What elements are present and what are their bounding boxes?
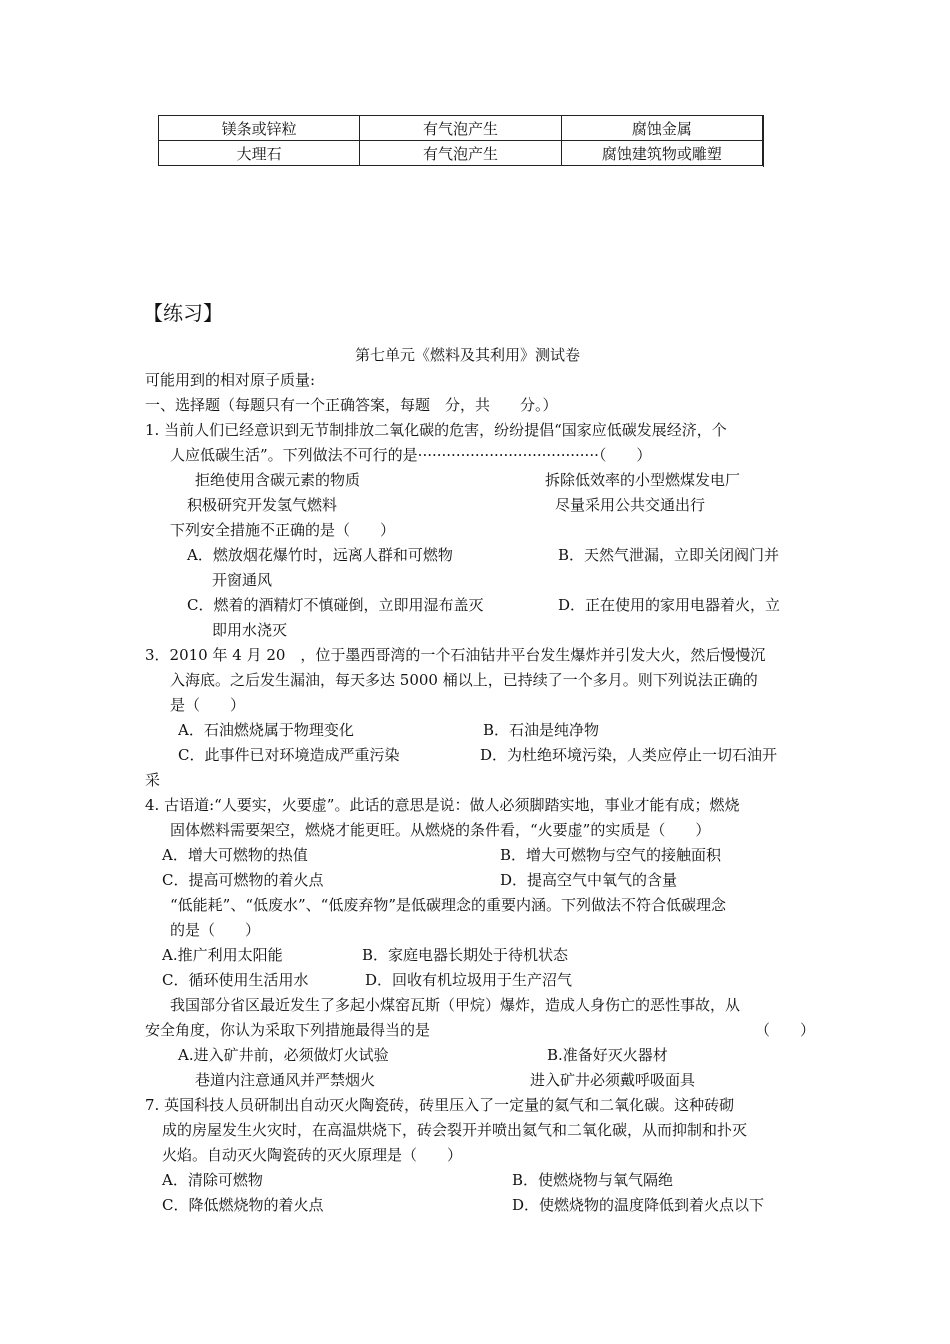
q5-stem-line1: “低能耗”、“低废水”、“低废弃物”是低碳理念的重要内涵。下列做法不符合低碳理念 [170, 896, 727, 914]
q3-option-a: A．石油燃烧属于物理变化 [178, 721, 354, 739]
q3-option-d-cont: 采 [145, 771, 161, 789]
q2-option-b-cont: 开窗通风 [212, 571, 273, 589]
q6-option-b: B.准备好灭火器材 [547, 1046, 668, 1064]
q6-answer-paren: （ ） [755, 1021, 816, 1039]
q1-option-d: 尽量采用公共交通出行 [555, 496, 706, 514]
q7-option-d: D．使燃烧物的温度降低到着火点以下 [512, 1196, 765, 1214]
q1-option-c: 积极研究开发氢气燃料 [187, 496, 338, 514]
table-double-border [763, 115, 766, 167]
q2-option-b: B．天然气泄漏，立即关闭阀门并 [558, 546, 780, 564]
table-cell: 有气泡产生 [360, 116, 561, 141]
q7-stem-line2: 成的房屋发生火灾时，在高温烘烧下，砖会裂开并喷出氦气和二氧化碳，从而抑制和扑灭 [162, 1121, 748, 1139]
q1-option-a: 拒绝使用含碳元素的物质 [195, 471, 361, 489]
part-one-heading: 一、选择题（每题只有一个正确答案，每题 分，共 分。） [145, 396, 558, 414]
q1-stem-line1: 1. 当前人们已经意识到无节制排放二氧化碳的危害，纷纷提倡“国家应低碳发展经济，个 [145, 421, 727, 439]
q3-option-c: C．此事件已对环境造成严重污染 [178, 746, 400, 764]
q5-option-a: A.推广利用太阳能 [162, 946, 283, 964]
q7-stem-line3: 火焰。自动灭火陶瓷砖的灭火原理是（ ） [162, 1146, 463, 1164]
q4-option-d: D．提高空气中氧气的含量 [500, 871, 678, 889]
table-cell: 腐蚀金属 [561, 116, 762, 141]
q5-stem-line2: 的是（ ） [170, 921, 261, 939]
table-cell: 大理石 [159, 141, 360, 166]
q5-option-d: D．回收有机垃圾用于生产沼气 [365, 971, 573, 989]
q2-option-a: A．燃放烟花爆竹时，远离人群和可燃物 [187, 546, 453, 564]
section-heading: 【练习】 [143, 301, 223, 325]
result-table [158, 115, 763, 166]
q3-stem-line3: 是（ ） [170, 696, 246, 714]
q6-stem-line2: 安全角度，你认为采取下列措施最得当的是 [145, 1021, 431, 1039]
table-cell: 腐蚀建筑物或雕塑 [561, 141, 762, 166]
q4-option-c: C．提高可燃物的着火点 [162, 871, 324, 889]
q1-option-b: 拆除低效率的小型燃煤发电厂 [545, 471, 741, 489]
q3-option-b: B．石油是纯净物 [483, 721, 600, 739]
q2-option-c: C．燃着的酒精灯不慎碰倒，立即用湿布盖灭 [187, 596, 484, 614]
q1-stem-line2: 人应低碳生活”。下列做法不可行的是······································（ ） [170, 446, 652, 464]
q3-stem-line1: 3．2010 年 4 月 20 ，位于墨西哥湾的一个石油钻井平台发生爆炸并引发大火，然后慢慢沉 [145, 646, 766, 664]
q4-option-a: A．增大可燃物的热值 [162, 846, 308, 864]
q5-option-b: B．家庭电器长期处于待机状态 [362, 946, 569, 964]
exam-title: 第七单元《燃料及其利用》测试卷 [355, 346, 581, 364]
q6-option-c: 巷道内注意通风并严禁烟火 [195, 1071, 376, 1089]
q6-option-a: A.进入矿井前，必须做灯火试验 [178, 1046, 389, 1064]
q4-stem-line2: 固体燃料需要架空，燃烧才能更旺。从燃烧的条件看，“火要虚”的实质是（ ） [170, 821, 711, 839]
table-row [159, 141, 763, 166]
q4-option-b: B．增大可燃物与空气的接触面积 [500, 846, 722, 864]
q4-stem-line1: 4. 古语道:“人要实，火要虚”。此话的意思是说：做人必须脚踏实地，事业才能有成；燃烧 [145, 796, 740, 814]
table-cell: 有气泡产生 [360, 141, 561, 166]
q7-stem-line1: 7. 英国科技人员研制出自动灭火陶瓷砖，砖里压入了一定量的氦气和二氧化碳。这种砖砌 [145, 1096, 735, 1114]
q7-option-a: A．清除可燃物 [162, 1171, 263, 1189]
q2-option-d-cont: 即用水浇灭 [212, 621, 288, 639]
q5-option-c: C．循环使用生活用水 [162, 971, 309, 989]
table-row [159, 116, 763, 141]
q2-option-d: D．正在使用的家用电器着火，立 [558, 596, 781, 614]
table-cell: 镁条或锌粒 [159, 116, 360, 141]
q3-stem-line2: 入海底。之后发生漏油，每天多达 5000 桶以上，已持续了一个多月。则下列说法正确的 [170, 671, 758, 689]
atomic-mass-line: 可能用到的相对原子质量: [145, 371, 316, 389]
q6-stem-line1: 我国部分省区最近发生了多起小煤窑瓦斯（甲烷）爆炸，造成人身伤亡的恶性事故，从 [170, 996, 741, 1014]
q2-stem: 下列安全措施不正确的是（ ） [170, 521, 396, 539]
q3-option-d: D．为杜绝环境污染，人类应停止一切石油开 [480, 746, 778, 764]
q7-option-c: C．降低燃烧物的着火点 [162, 1196, 324, 1214]
q7-option-b: B．使燃烧物与氧气隔绝 [512, 1171, 674, 1189]
q6-option-d: 进入矿井必须戴呼吸面具 [530, 1071, 696, 1089]
